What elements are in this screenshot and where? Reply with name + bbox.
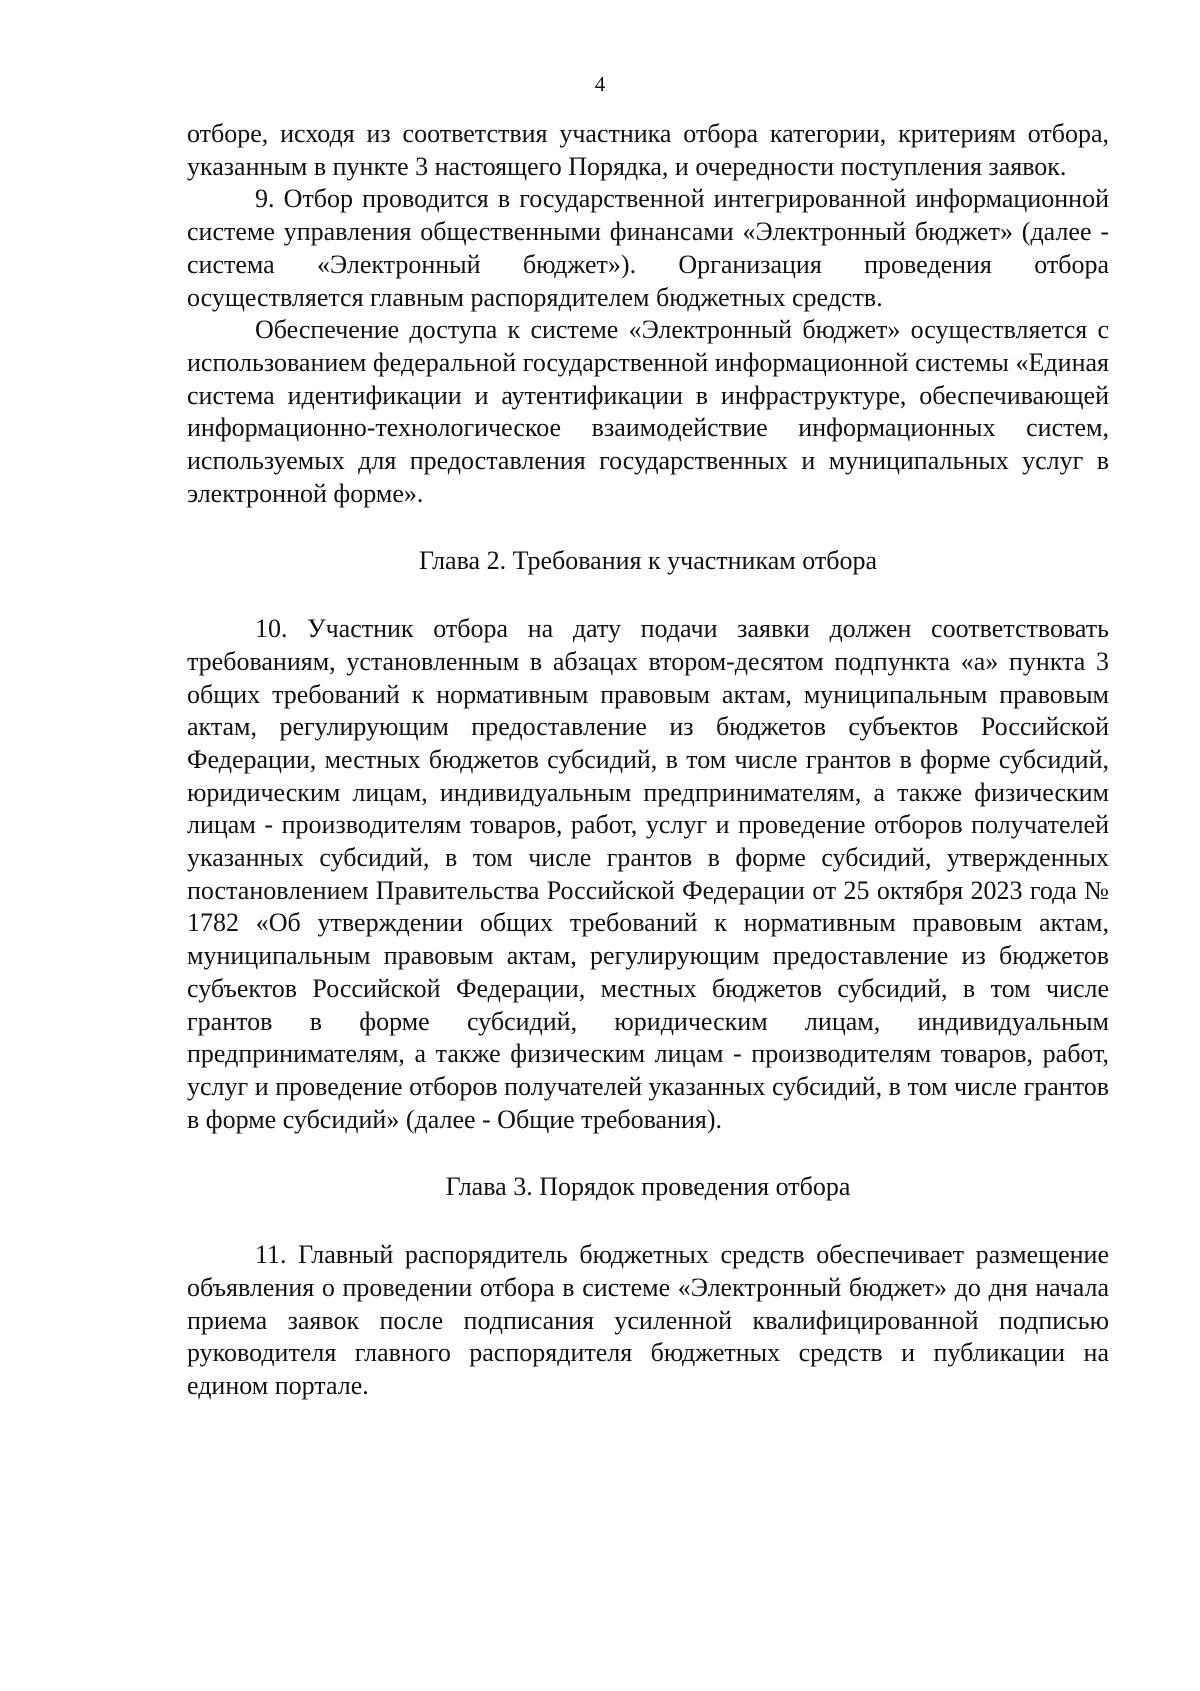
- chapter-2-heading: Глава 2. Требования к участникам отбора: [419, 546, 877, 576]
- paragraph-9: 9. Отбор проводится в государственной интегрированной информационной системе управления общественными финансами «Электронный бюджет» (далее - система «Электронный бюджет»). Организация проведения отбора осуществляется главным распорядителем бюджетных средств.: [187, 184, 1109, 312]
- chapter-3-heading: Глава 3. Порядок проведения отбора: [445, 1172, 851, 1202]
- paragraph-11: 11. Главный распорядитель бюджетных средств обеспечивает размещение объявления о проведении отбора в системе «Электронный бюджет» до дня начала приема заявок после подписания усиленной квалифицированной подписью руководителя главного распорядителя бюджетных средств и публикации на едином портале.: [187, 1240, 1109, 1400]
- paragraph-continuation: отборе, исходя из соответствия участника отбора категории, критериям отбора, указанным в пункте 3 настоящего Порядка, и очередности поступления заявок.: [187, 119, 1109, 181]
- paragraph-10: 10. Участник отбора на дату подачи заявки должен соответствовать требованиям, установленным в абзацах втором-десятом подпункта «а» пункта 3 общих требований к нормативным правовым актам, муниципальным правовым актам, регулирующим предоставление из бюджетов субъектов Российской Федерации, местных бюджетов субсидий, в том числе грантов в форме субсидий, юридическим лицам, индивидуальным предпринимателям, а также физическим лицам - производителям товаров, работ, услуг и проведение отборов получателей указанных субсидий, в том числе грантов в форме субсидий, утвержденных постановлением Правительства Российской Федерации от 25 октября 2023 года № 1782 «Об утверждении общих требований к нормативным правовым актам, муниципальным правовым актам, регулирующим предоставление из бюджетов субъектов Российской Федерации, местных бюджетов субсидий, в том числе грантов в форме субсидий, юридическим лицам, индивидуальным предпринимателям, а также физическим лицам - производителям товаров, работ, услуг и проведение отборов получателей указанных субсидий, в том числе грантов в форме субсидий» (далее - Общие требования).: [187, 614, 1109, 1134]
- document-body: [187, 118, 1109, 1403]
- page-number: 4: [594, 72, 606, 96]
- paragraph-9-access: Обеспечение доступа к системе «Электронный бюджет» осуществляется с использованием федеральной государственной информационной системы «Единая система идентификации и аутентификации в инфраструктуре, обеспечивающей информационно-технологическое взаимодействие информационных систем, используемых для предоставления государственных и муниципальных услуг в электронной форме».: [187, 315, 1109, 508]
